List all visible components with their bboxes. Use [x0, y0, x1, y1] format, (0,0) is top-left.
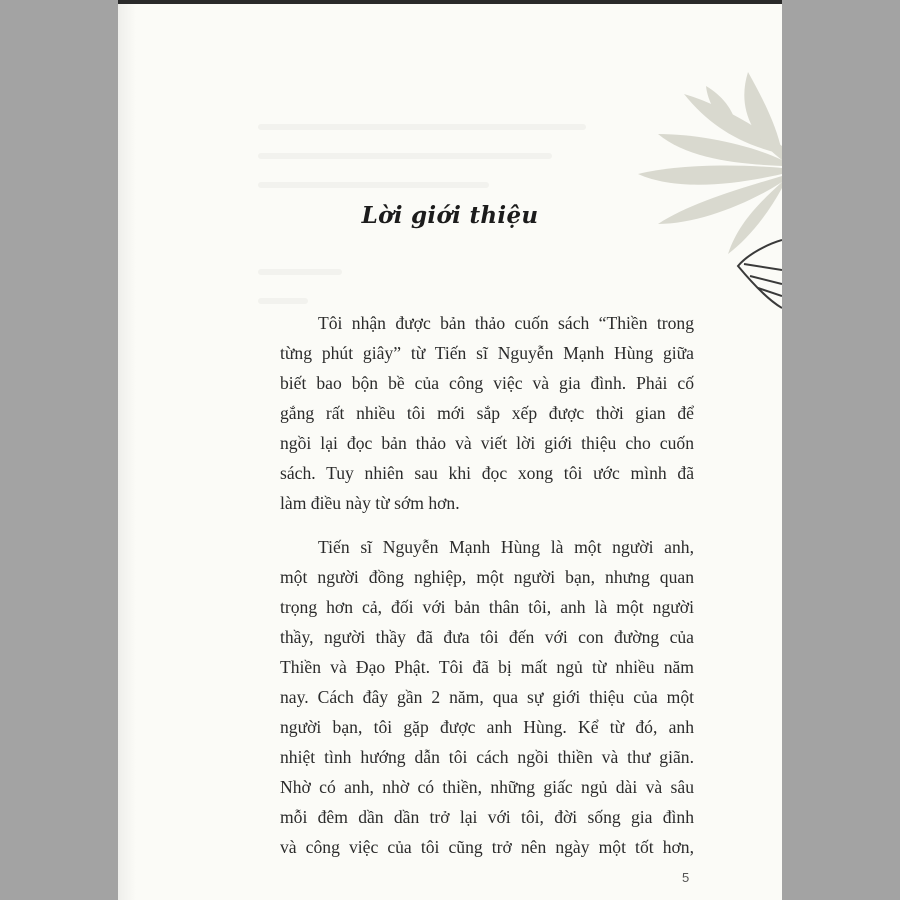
text-line: và công việc của tôi cũng trở nên ngày một tốt hơn,: [280, 837, 694, 857]
text-line: sách. Tuy nhiên sau khi đọc xong tôi ước mình đã: [280, 463, 694, 483]
text-line: thầy, người thầy đã đưa tôi đến với con đường của: [280, 627, 694, 647]
page-number: 5: [682, 870, 690, 885]
text-line: biết bao bộn bề của công việc và gia đình. Phải cố: [280, 373, 694, 393]
page-title: Lời giới thiệu: [361, 202, 539, 229]
text-line: làm điều này từ sớm hơn.: [280, 493, 460, 513]
paragraph-2: [280, 532, 694, 862]
text-line: Tiến sĩ Nguyễn Mạnh Hùng là một người anh,: [318, 537, 694, 557]
paragraph-1: [280, 308, 694, 518]
spine-shadow: [118, 4, 136, 900]
text-line: nhiệt tình hướng dẫn tôi cách ngồi thiền và thư giãn.: [280, 747, 694, 767]
text-line: một người đồng nghiệp, một người bạn, nhưng quan: [280, 567, 694, 587]
text-line: mỗi đêm dần dần trở lại với tôi, đời sống gia đình: [280, 807, 694, 827]
text-line: nay. Cách đây gần 2 năm, qua sự giới thiệu của một: [280, 687, 694, 707]
left-scan-margin: [0, 0, 118, 900]
text-line: từng phút giây” từ Tiến sĩ Nguyễn Mạnh Hùng giữa: [280, 343, 694, 363]
text-line: Tôi nhận được bản thảo cuốn sách “Thiền trong: [318, 313, 694, 333]
text-line: Nhờ có anh, nhờ có thiền, những giấc ngủ dài và sâu: [280, 777, 694, 797]
text-line: gắng rất nhiều tôi mới sắp xếp được thời gian để: [280, 403, 694, 423]
text-line: người bạn, tôi gặp được anh Hùng. Kể từ đó, anh: [280, 717, 694, 737]
text-line: trọng hơn cả, đối với bản thân tôi, anh là một người: [280, 597, 694, 617]
right-scan-margin: [782, 0, 900, 900]
text-line: Thiền và Đạo Phật. Tôi đã bị mất ngủ từ nhiều năm: [280, 657, 694, 677]
leaf-branch-illustration: [588, 64, 782, 324]
body-text: [280, 308, 694, 862]
book-page: [118, 4, 782, 900]
text-line: ngồi lại đọc bản thảo và viết lời giới thiệu cho cuốn: [280, 433, 694, 453]
